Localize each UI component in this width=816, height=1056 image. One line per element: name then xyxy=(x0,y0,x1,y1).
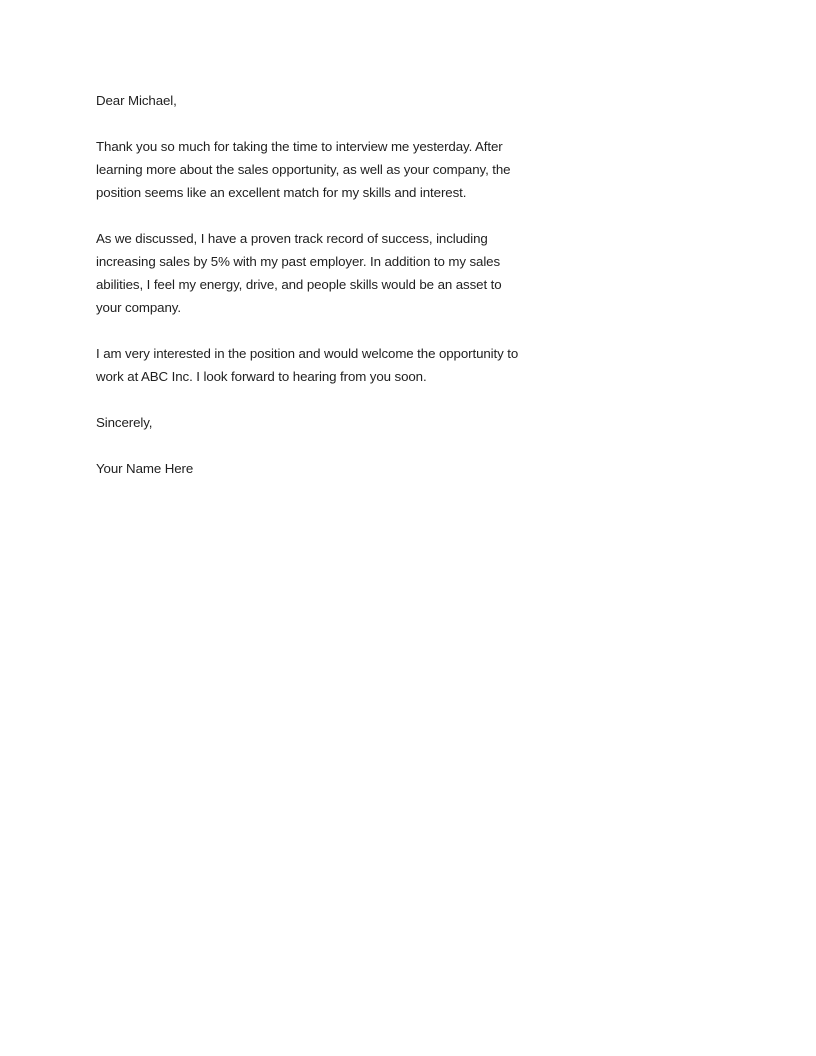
paragraph-spacer xyxy=(96,434,536,457)
paragraph-line: learning more about the sales opportunity, as well as your company, the xyxy=(96,162,511,177)
signature: Your Name Here xyxy=(96,461,194,476)
paragraph-line: position seems like an excellent match for my skills and interest. xyxy=(96,185,467,200)
paragraph-spacer xyxy=(96,112,536,135)
salutation: Dear Michael, xyxy=(96,93,177,108)
paragraph-spacer xyxy=(96,319,536,342)
paragraph-line: abilities, I feel my energy, drive, and people skills would be an asset to xyxy=(96,277,502,292)
paragraph-line: your company. xyxy=(96,300,181,315)
letter-body xyxy=(96,89,536,480)
paragraph-line: Thank you so much for taking the time to interview me yesterday. After xyxy=(96,139,503,154)
paragraph-interest xyxy=(96,342,536,388)
paragraph-line: As we discussed, I have a proven track record of success, including xyxy=(96,231,488,246)
paragraph-line: I am very interested in the position and would welcome the opportunity to xyxy=(96,346,519,361)
paragraph-line: increasing sales by 5% with my past employer. In addition to my sales xyxy=(96,254,501,269)
paragraph-spacer xyxy=(96,204,536,227)
paragraph-track-record xyxy=(96,227,536,319)
paragraph-spacer xyxy=(96,388,536,411)
closing: Sincerely, xyxy=(96,415,153,430)
paragraph-thank-you xyxy=(96,135,536,204)
paragraph-line: work at ABC Inc. I look forward to hearing from you soon. xyxy=(96,369,427,384)
